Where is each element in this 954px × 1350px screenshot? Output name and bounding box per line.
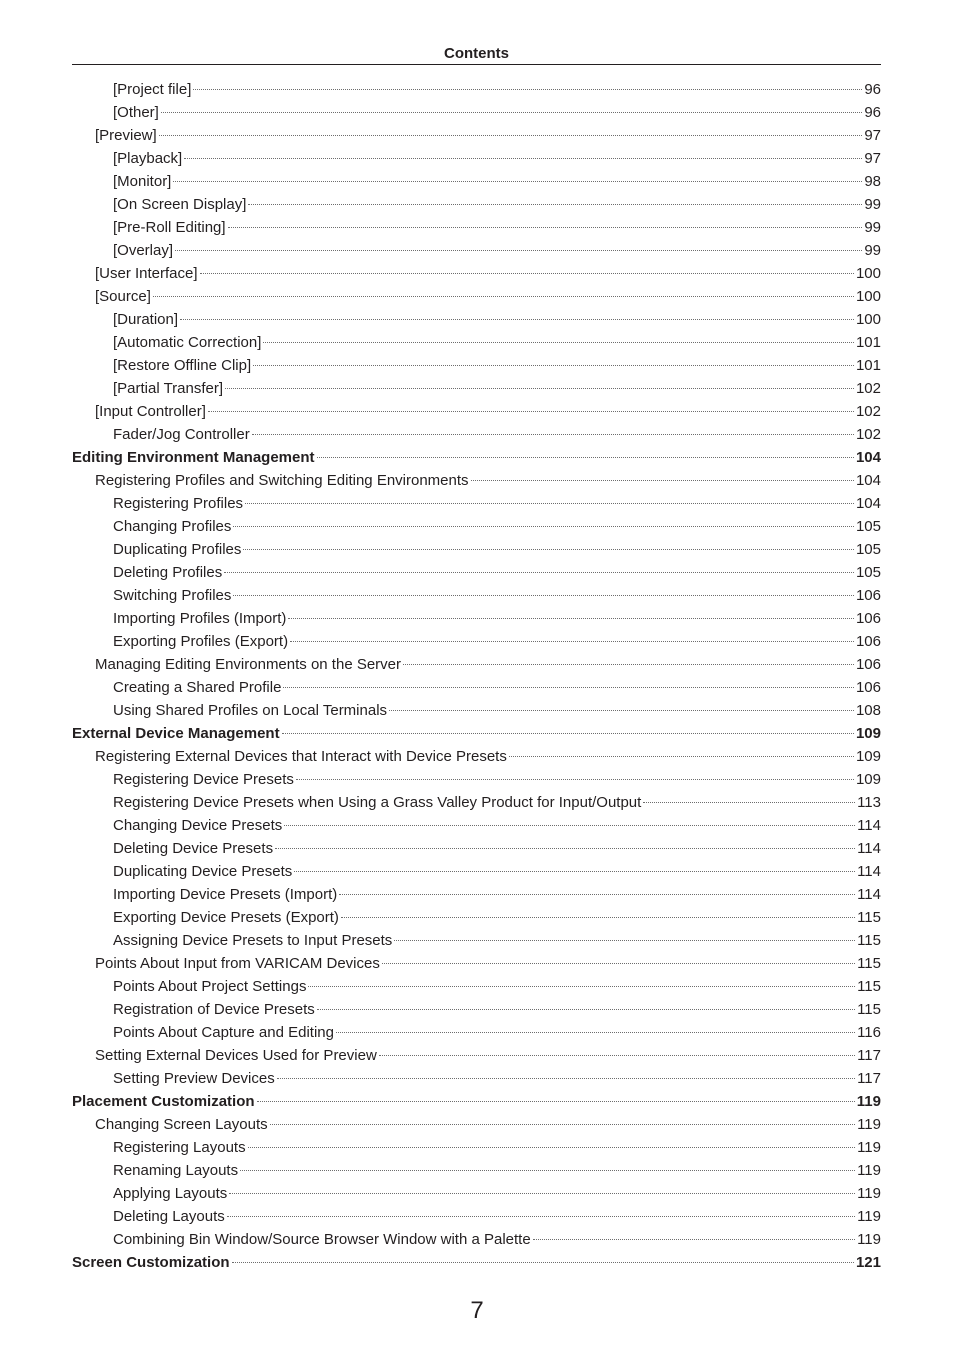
toc-entry-title: Registering External Devices that Interact with Device Presets (95, 748, 507, 765)
toc-entry-page: 115 (857, 932, 881, 949)
toc-dot-leader (394, 940, 855, 941)
toc-entry-page: 100 (855, 288, 881, 305)
toc-dot-leader (533, 1239, 855, 1240)
toc-entry-page: 102 (855, 426, 881, 443)
toc-entry[interactable] (72, 354, 881, 377)
toc-entry[interactable] (72, 653, 881, 676)
toc-entry[interactable] (72, 699, 881, 722)
toc-entry-title: [Partial Transfer] (113, 380, 224, 397)
toc-entry-title: Registration of Device Presets (113, 1001, 315, 1018)
toc-entry[interactable] (72, 883, 881, 906)
toc-entry-title: [Monitor] (113, 173, 172, 190)
toc-dot-leader (339, 894, 855, 895)
toc-entry-title: Registering Device Presets (113, 771, 294, 788)
toc-entry-page: 115 (857, 1001, 881, 1018)
header-rule (72, 64, 881, 65)
page-header-title: Contents (444, 45, 509, 62)
toc-entry-page: 119 (856, 1093, 881, 1110)
toc-entry-page: 102 (855, 403, 881, 420)
toc-dot-leader (341, 917, 855, 918)
toc-entry-page: 96 (864, 81, 881, 98)
toc-entry-page: 99 (864, 196, 881, 213)
toc-dot-leader (253, 365, 854, 366)
toc-entry-title: Exporting Profiles (Export) (113, 633, 289, 650)
toc-dot-leader (403, 664, 854, 665)
toc-dot-leader (283, 687, 854, 688)
toc-dot-leader (224, 572, 854, 573)
toc-dot-leader (153, 296, 854, 297)
toc-entry-page: 114 (857, 817, 881, 834)
toc-entry-page: 100 (855, 265, 881, 282)
toc-entry-page: 106 (855, 633, 881, 650)
toc-section-entry[interactable] (72, 1251, 881, 1274)
toc-dot-leader (228, 227, 863, 228)
toc-entry-page: 114 (857, 840, 881, 857)
toc-dot-leader (180, 319, 854, 320)
toc-entry-page: 104 (855, 472, 881, 489)
toc-entry-page: 105 (855, 564, 881, 581)
toc-entry[interactable] (72, 745, 881, 768)
toc-entry-title: Placement Customization (72, 1093, 255, 1110)
toc-entry[interactable] (72, 1067, 881, 1090)
toc-entry-title: Registering Profiles (113, 495, 244, 512)
toc-dot-leader (270, 1124, 855, 1125)
toc-entry-title: Changing Screen Layouts (95, 1116, 268, 1133)
toc-entry-title: [User Interface] (95, 265, 198, 282)
toc-dot-leader (173, 181, 862, 182)
toc-entry-page: 106 (855, 679, 881, 696)
toc-entry-page: 106 (855, 656, 881, 673)
toc-entry-page: 99 (864, 219, 881, 236)
toc-entry-page: 96 (864, 104, 881, 121)
toc-entry-title: Combining Bin Window/Source Browser Window with a Palette (113, 1231, 531, 1248)
toc-entry[interactable] (72, 1136, 881, 1159)
toc-entry-page: 105 (855, 518, 881, 535)
toc-dot-leader (294, 871, 855, 872)
toc-dot-leader (193, 89, 862, 90)
toc-entry-page: 119 (857, 1162, 881, 1179)
toc-entry-title: Using Shared Profiles on Local Terminals (113, 702, 388, 719)
toc-entry-title: Points About Capture and Editing (113, 1024, 334, 1041)
toc-entry-page: 108 (855, 702, 881, 719)
toc-entry-page: 101 (855, 334, 881, 351)
toc-entry-title: [Automatic Correction] (113, 334, 262, 351)
toc-entry[interactable] (72, 975, 881, 998)
toc-entry-title: Changing Profiles (113, 518, 232, 535)
toc-entry[interactable] (72, 400, 881, 423)
toc-entry-title: Managing Editing Environments on the Server (95, 656, 402, 673)
toc-entry-title: Renaming Layouts (113, 1162, 239, 1179)
toc-entry-title: Setting Preview Devices (113, 1070, 275, 1087)
toc-entry-page: 115 (857, 909, 881, 926)
toc-entry-page: 119 (857, 1116, 881, 1133)
toc-entry[interactable] (72, 929, 881, 952)
toc-dot-leader (317, 1009, 855, 1010)
toc-entry[interactable] (72, 377, 881, 400)
toc-entry[interactable] (72, 561, 881, 584)
toc-entry[interactable] (72, 584, 881, 607)
toc-dot-leader (184, 158, 862, 159)
toc-entry-title: [Input Controller] (95, 403, 206, 420)
toc-entry[interactable] (72, 285, 881, 308)
toc-dot-leader (263, 342, 854, 343)
toc-entry-title: Editing Environment Management (72, 449, 315, 466)
toc-dot-leader (227, 1216, 855, 1217)
toc-entry-title: Deleting Layouts (113, 1208, 225, 1225)
toc-entry-title: [Source] (95, 288, 151, 305)
toc-entry-page: 119 (857, 1185, 881, 1202)
toc-entry[interactable] (72, 1182, 881, 1205)
toc-entry-title: [Other] (113, 104, 159, 121)
toc-dot-leader (229, 1193, 855, 1194)
toc-entry-page: 116 (857, 1024, 881, 1041)
toc-entry-page: 104 (855, 449, 881, 466)
toc-entry-page: 119 (857, 1139, 881, 1156)
toc-dot-leader (290, 641, 854, 642)
toc-dot-leader (248, 1147, 856, 1148)
toc-dot-leader (277, 1078, 855, 1079)
toc-section-entry[interactable] (72, 722, 881, 745)
toc-dot-leader (252, 434, 854, 435)
toc-entry[interactable] (72, 676, 881, 699)
toc-dot-leader (208, 411, 854, 412)
toc-section-entry[interactable] (72, 1090, 881, 1113)
toc-entry[interactable] (72, 607, 881, 630)
toc-dot-leader (232, 1262, 854, 1263)
toc-dot-leader (284, 825, 855, 826)
toc-entry-title: [On Screen Display] (113, 196, 247, 213)
toc-entry-title: Exporting Device Presets (Export) (113, 909, 339, 926)
toc-entry-page: 97 (864, 150, 881, 167)
toc-entry[interactable] (72, 262, 881, 285)
toc-entry-title: Registering Layouts (113, 1139, 246, 1156)
toc-entry-title: [Pre-Roll Editing] (113, 219, 226, 236)
toc-entry-title: [Duration] (113, 311, 179, 328)
toc-entry-page: 100 (855, 311, 881, 328)
toc-entry-page: 106 (855, 610, 881, 627)
toc-dot-leader (275, 848, 855, 849)
toc-entry-title: Fader/Jog Controller (113, 426, 250, 443)
toc-entry[interactable] (72, 1021, 881, 1044)
toc-entry[interactable] (72, 101, 881, 124)
toc-entry[interactable] (72, 239, 881, 262)
toc-entry[interactable] (72, 538, 881, 561)
toc-entry-page: 102 (855, 380, 881, 397)
toc-entry-title: Changing Device Presets (113, 817, 283, 834)
toc-entry[interactable] (72, 837, 881, 860)
page-number: 7 (470, 1297, 484, 1324)
toc-entry-title: Screen Customization (72, 1254, 230, 1271)
toc-entry-title: Importing Device Presets (Import) (113, 886, 338, 903)
toc-entry-page: 115 (857, 978, 881, 995)
toc-dot-leader (233, 595, 854, 596)
toc-entry-page: 99 (864, 242, 881, 259)
toc-entry[interactable] (72, 147, 881, 170)
toc-entry[interactable] (72, 998, 881, 1021)
toc-entry[interactable] (72, 124, 881, 147)
toc-dot-leader (282, 733, 854, 734)
toc-dot-leader (643, 802, 855, 803)
toc-dot-leader (509, 756, 854, 757)
table-of-contents (72, 78, 881, 1274)
toc-entry-title: Assigning Device Presets to Input Presets (113, 932, 393, 949)
toc-section-entry[interactable] (72, 446, 881, 469)
toc-entry[interactable] (72, 1228, 881, 1251)
toc-dot-leader (248, 204, 862, 205)
toc-dot-leader (257, 1101, 855, 1102)
toc-entry[interactable] (72, 1113, 881, 1136)
toc-dot-leader (159, 135, 863, 136)
toc-dot-leader (336, 1032, 855, 1033)
toc-entry-page: 121 (855, 1254, 881, 1271)
toc-entry[interactable] (72, 1159, 881, 1182)
toc-entry-title: Applying Layouts (113, 1185, 228, 1202)
toc-entry-page: 114 (857, 863, 881, 880)
toc-entry[interactable] (72, 308, 881, 331)
toc-entry[interactable] (72, 952, 881, 975)
toc-entry-page: 114 (857, 886, 881, 903)
toc-dot-leader (471, 480, 854, 481)
toc-entry[interactable] (72, 860, 881, 883)
toc-entry-page: 119 (857, 1231, 881, 1248)
toc-dot-leader (175, 250, 862, 251)
toc-dot-leader (161, 112, 862, 113)
toc-entry-title: Deleting Profiles (113, 564, 223, 581)
toc-entry[interactable] (72, 906, 881, 929)
toc-entry-title: Points About Project Settings (113, 978, 307, 995)
toc-dot-leader (389, 710, 854, 711)
toc-entry-page: 115 (857, 955, 881, 972)
toc-entry-page: 109 (855, 725, 881, 742)
toc-entry[interactable] (72, 78, 881, 101)
toc-entry-page: 104 (855, 495, 881, 512)
toc-entry-page: 105 (855, 541, 881, 558)
toc-dot-leader (317, 457, 854, 458)
toc-entry[interactable] (72, 331, 881, 354)
toc-entry-title: External Device Management (72, 725, 280, 742)
toc-entry[interactable] (72, 515, 881, 538)
toc-entry-title: Registering Device Presets when Using a Grass Valley Product for Input/Output (113, 794, 642, 811)
toc-entry-title: Setting External Devices Used for Preview (95, 1047, 377, 1064)
toc-entry-title: Switching Profiles (113, 587, 232, 604)
toc-entry[interactable] (72, 216, 881, 239)
toc-dot-leader (245, 503, 854, 504)
toc-entry[interactable] (72, 469, 881, 492)
toc-entry[interactable] (72, 170, 881, 193)
toc-entry[interactable] (72, 193, 881, 216)
toc-dot-leader (240, 1170, 855, 1171)
toc-entry-title: [Playback] (113, 150, 183, 167)
toc-entry-title: Points About Input from VARICAM Devices (95, 955, 380, 972)
toc-entry[interactable] (72, 791, 881, 814)
toc-entry[interactable] (72, 630, 881, 653)
toc-entry-title: Deleting Device Presets (113, 840, 274, 857)
toc-entry-page: 117 (857, 1070, 881, 1087)
toc-entry[interactable] (72, 1044, 881, 1067)
toc-entry-title: [Project file] (113, 81, 192, 98)
toc-entry[interactable] (72, 1205, 881, 1228)
toc-entry[interactable] (72, 492, 881, 515)
toc-entry-page: 119 (857, 1208, 881, 1225)
toc-entry-title: [Restore Offline Clip] (113, 357, 252, 374)
toc-entry-title: [Overlay] (113, 242, 174, 259)
toc-entry-title: Registering Profiles and Switching Editing Environments (95, 472, 469, 489)
toc-entry-page: 109 (855, 771, 881, 788)
toc-entry[interactable] (72, 768, 881, 791)
toc-entry[interactable] (72, 423, 881, 446)
toc-dot-leader (243, 549, 854, 550)
toc-entry[interactable] (72, 814, 881, 837)
toc-entry-title: Importing Profiles (Import) (113, 610, 287, 627)
toc-entry-page: 98 (864, 173, 881, 190)
toc-entry-title: Duplicating Profiles (113, 541, 242, 558)
toc-entry-page: 97 (864, 127, 881, 144)
toc-entry-page: 117 (857, 1047, 881, 1064)
toc-entry-title: Duplicating Device Presets (113, 863, 293, 880)
toc-dot-leader (308, 986, 855, 987)
toc-dot-leader (233, 526, 854, 527)
toc-entry-page: 101 (855, 357, 881, 374)
toc-dot-leader (382, 963, 855, 964)
toc-entry-page: 106 (855, 587, 881, 604)
toc-entry-title: [Preview] (95, 127, 157, 144)
toc-dot-leader (288, 618, 854, 619)
toc-entry-page: 109 (855, 748, 881, 765)
toc-entry-page: 113 (857, 794, 881, 811)
toc-entry-title: Creating a Shared Profile (113, 679, 282, 696)
toc-dot-leader (225, 388, 854, 389)
toc-dot-leader (200, 273, 854, 274)
toc-dot-leader (296, 779, 854, 780)
toc-dot-leader (379, 1055, 855, 1056)
